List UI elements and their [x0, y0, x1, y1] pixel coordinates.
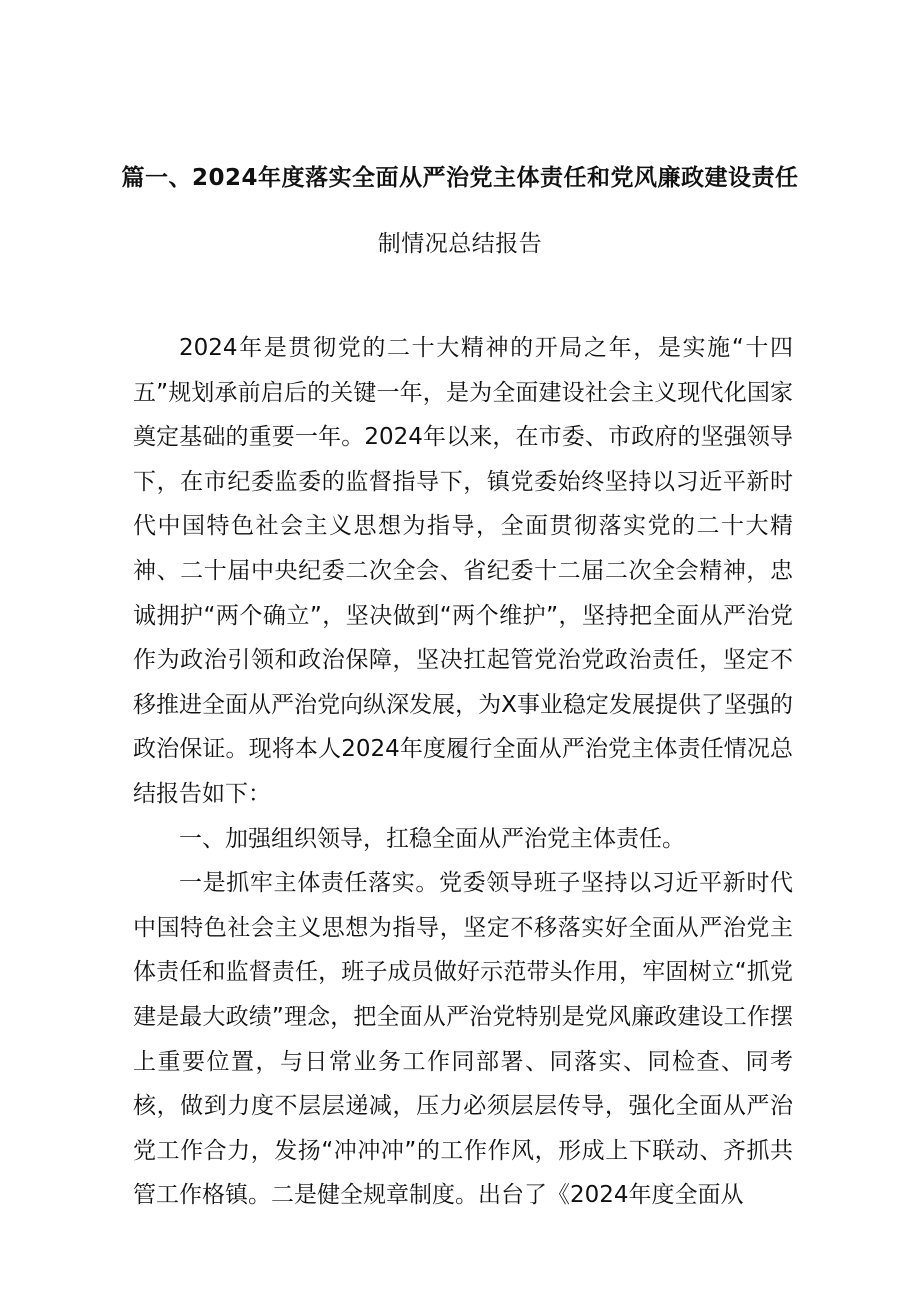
document-title-line-2: 制情况总结报告	[377, 231, 543, 257]
section-heading-1: 一、加强组织领导，扛稳全面从严治党主体责任。	[179, 825, 685, 852]
document-body	[133, 326, 793, 1218]
document-title-line-1: 篇一、2024年度落实全面从严治党主体责任和党风廉政建设责任	[121, 165, 799, 191]
paragraph-responsibility: 一是抓牢主体责任落实。党委领导班子坚持以习近平新时代中国特色社会主义思想为指导，坚定不移落实好全面从严治党主体责任和监督责任，班子成员做好示范带头作用，牢固树立“抓党建是最大政绩”理念，把全面从严治党特别是党风廉政建设工作摆上重要位置，与日常业务工作同部署、同落实、同检查、同考核，做到力度不层层递减，压力必须层层传导，强化全面从严治党工作合力，发扬“冲冲冲”的工作作风，形成上下联动、齐抓共管工作格镇。二是健全规章制度。出台了《2024年度全面从	[133, 870, 793, 1209]
paragraph-introduction: 2024年是贯彻党的二十大精神的开局之年，是实施“十四五”规划承前启后的关键一年，是为全面建设社会主义现代化国家奠定基础的重要一年。2024年以来，在市委、市政府的坚强领导下，在市纪委监委的监督指导下，镇党委始终坚持以习近平新时代中国特色社会主义思想为指导，全面贯彻落实党的二十大精神、二十届中央纪委二次全会、省纪委十二届二次全会精神，忠诚拥护“两个确立”，坚决做到“两个维护”，坚持把全面从严治党作为政治引领和政治保障，坚决扛起管党治党政治责任，坚定不移推进全面从严治党向纵深发展，为X事业稳定发展提供了坚强的政治保证。现将本人2024年度履行全面从严治党主体责任情况总结报告如下：	[133, 335, 793, 807]
